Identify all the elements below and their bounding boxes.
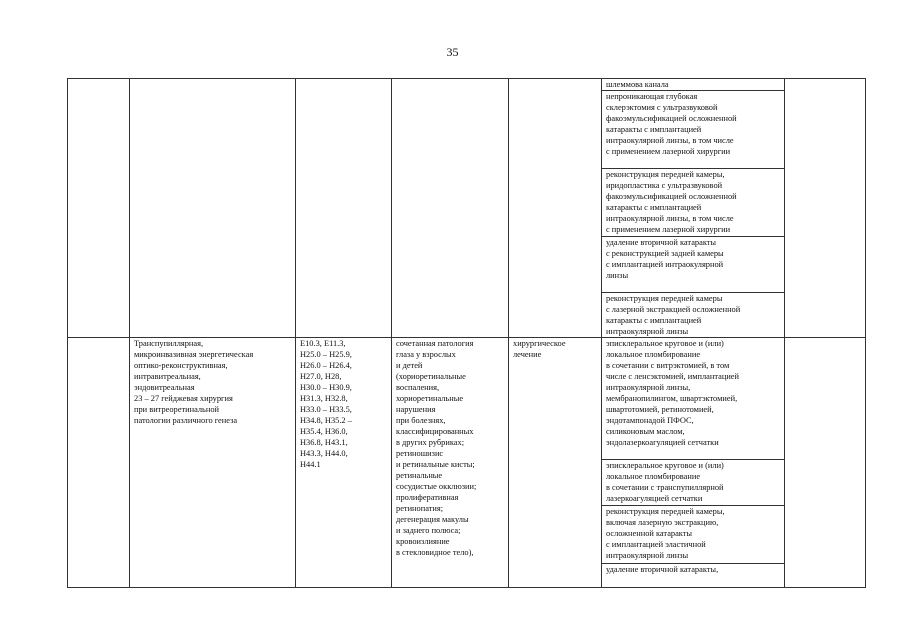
group-number-cell [68,338,130,588]
treatment-method: удаление вторичной катаракты с реконструкцией задней камеры с имплантацией интраокулярной линзы [602,236,784,292]
patient-model-cell [392,79,509,338]
cost-cell [785,79,866,338]
treatment-method: эписклеральное круговое и (или) локальное пломбирование в сочетании с витрэктомией, в том числе с ленсэктомией, имплантацией интраокулярной линзы, мембранопилингом, швартэктомией, швартотомией, ретинотомией, эндотампонадой ПФОС, силиконовым маслом, эндолазеркоагуляцией сетчатки [606,339,739,447]
treatment-method: шлеммова канала [606,80,669,89]
treatment-method: реконструкция передней камеры, иридопластика с ультразвуковой факоэмульсификацией осложненной катаракты с имплантацией интраокулярной линзы, в том числе с применением лазерной хирургии [602,168,784,236]
page-number: 35 [446,45,459,59]
patient-model-cell: сочетанная патология глаза у взрослых и детей (хориоретинальные воспаления, хориоретинальные нарушения при болезнях, классифицированных в других рубриках; ретиношизис и ретинальные кисты; ретинальные сосудистые окклюзии; пролиферативная ретинопатия; дегенерация макулы и заднего полюса; кровоизлияние в стекловидное тело), [392,338,509,588]
icd-codes-cell [296,79,392,338]
icd-codes-cell: E10.3, E11.3, H25.0 – H25.9, H26.0 – H26.4, H27.0, H28, H30.0 – H30.9, H31.3, H32.8, H33.0 – H33.5, H34.8, H35.2 – H35.4, H36.0, H36.8, H43.1, H43.3, H44.0, H44.1 [296,338,392,588]
treatment-methods-cell [602,338,785,588]
treatment-method: удаление вторичной катаракты, [602,563,784,580]
table-row [68,338,866,588]
treatment-type-cell: хирургическое лечение [509,338,602,588]
cost-cell [785,338,866,588]
treatment-method: непроникающая глубокая склерэктомия с ультразвуковой факоэмульсификацией осложненной катаракты с имплантацией интраокулярной линзы, в том числе с применением лазерной хирургии [602,90,784,168]
treatment-type-cell [509,79,602,338]
group-number-cell [68,79,130,338]
treatment-methods-cell [602,79,785,338]
table-row [68,79,866,338]
treatment-method: эписклеральное круговое и (или) локальное пломбирование в сочетании с транспупиллярной лазеркоагуляцией сетчатки [602,459,784,505]
treatment-method: реконструкция передней камеры, включая лазерную экстракцию, осложненной катаракты с имплантацией эластичной интраокулярной линзы [602,505,784,563]
medical-care-table [67,78,866,588]
care-type-cell: Транспупиллярная, микроинвазивная энергетическая оптико-реконструктивная, интравитреальная, эндовитреальная 23 – 27 гейджевая хирургия при витреоретинальной патологии различного генеза [130,338,296,588]
care-type-cell [130,79,296,338]
treatment-method: реконструкция передней камеры с лазерной экстракцией осложненной катаракты с имплантацией интраокулярной линзы [602,292,784,337]
